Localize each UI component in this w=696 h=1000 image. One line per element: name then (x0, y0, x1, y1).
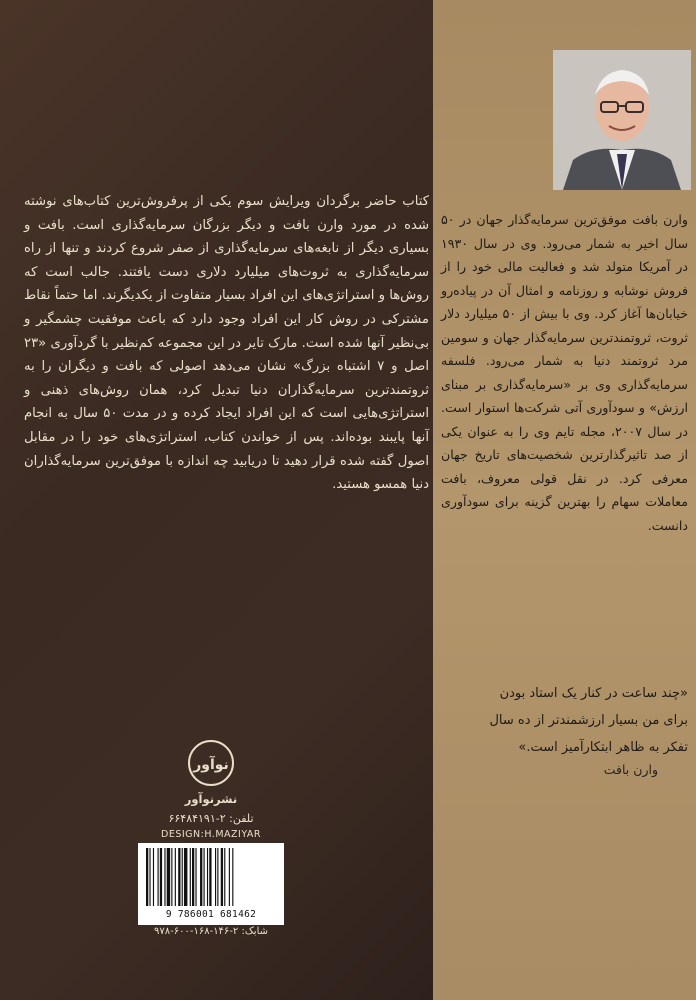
publisher-name: نشرنوآور (184, 792, 238, 806)
barcode-bar (178, 848, 180, 906)
book-description (24, 190, 429, 497)
barcode-bar (146, 848, 148, 906)
barcode-bar (224, 848, 225, 906)
barcode-bar (184, 848, 187, 906)
publisher-logo-text: نوآور (193, 757, 229, 773)
barcode-bar (167, 848, 170, 906)
publisher-logo-icon (186, 738, 236, 788)
quote-line: «چند ساعت در کنار یک استاد بودن (499, 686, 688, 701)
barcode-bar (200, 848, 202, 906)
quote-author: وارن بافت (603, 762, 658, 777)
barcode-bar (232, 848, 233, 906)
barcode-bar (182, 848, 183, 906)
barcode-bar (229, 848, 230, 906)
barcode-bar (175, 848, 176, 906)
publisher-phone: تلفن: ۲-۶۶۴۸۴۱۹۱ (168, 812, 254, 825)
isbn: شابک: ۲-۱۴۶-۱۶۸-۶۰۰-۹۷۸ (153, 926, 269, 937)
barcode-digits: 9 786001 681462 (165, 909, 257, 920)
book-description-paragraph: کتاب حاضر برگردان ویرایش سوم یکی از پرفروش‌ترین کتاب‌های نوشته شده در مورد وارن بافت و دیگر بزرگان سرمایه‌گذاری است. بافت و بسیاری دیگر از نابغه‌های سرمایه‌گذاری از صفر شروع کردند و تنها از راه سرمایه‌گذاری به ثروت‌های میلیارد دلاری دست یافتند. جالب است که روش‌ها و استراتژی‌های این افراد بسیار متفاوت از یکدیگرند. اما حتماً نقاط مشترکی در روش کار این افراد وجود دارد که باعث موفقیت چشمگیر و بی‌نظیر آنها شده است. مارک تایر در این مجموعه کم‌نظیر با گردآوری «۲۳ اصل و ۷ اشتباه بزرگ» نشان می‌دهد اصولی که بافت و دیگران را به ثروتمندترین سرمایه‌گذاران دنیا تبدیل کرد، همان روش‌های ذهنی و استراتژی‌هایی است که این افراد ایجاد کرده و در مدت ۵۰ سال به انجام آنها پایبند بوده‌اند. پس از خواندن کتاب، استراتژی‌های خود را در مقابل اصول گفته شده قرار دهید تا دریابید چه اندازه با موفق‌ترین سرمایه‌گذاران دنیا همسو هستید. (24, 194, 430, 493)
barcode-bar (164, 848, 165, 906)
barcode-bar (171, 848, 172, 906)
barcode-bar (204, 848, 205, 906)
barcode-bar (195, 848, 196, 906)
barcode-bar (149, 848, 150, 906)
barcode-bar (192, 848, 194, 906)
barcode-bar (209, 848, 211, 906)
barcode-bar (215, 848, 216, 906)
barcode-bar (207, 848, 208, 906)
barcode-bar (221, 848, 223, 906)
barcode-bar (153, 848, 154, 906)
barcode-bar (217, 848, 218, 906)
designer-credit: DESIGN:H.MAZIYAR (161, 829, 261, 840)
barcode (138, 843, 284, 925)
author-portrait-image (553, 50, 691, 190)
author-bio-paragraph: وارن بافت موفق‌ترین سرمایه‌گذار جهان در ۵۰ سال اخیر به شمار می‌رود. وی در سال ۱۹۳۰ در آمریکا متولد شد و فعالیت مالی خود را از فروش نوشابه و روزنامه و امثال آن در پیاده‌رو خیابان‌ها آغاز کرد. وی با بیش از ۵۰ میلیارد دلار ثروت، ثروتمندترین سرمایه‌گذار جهان و سومین مرد ثروتمند دنیا به شمار می‌رود. فلسفه سرمایه‌گذاری وی بر «سرمایه‌گذاری بر مبنای ارزش» و سودآوری آتی شرکت‌ها استوار است. در سال ۲۰۰۷، مجله تایم وی را به عنوان یکی از صد تاثیرگذارترین شخصیت‌های تاریخ جهان معرفی کرد. در نقل قولی معروف، بافت معاملات سهام را بهترین گزینه برای سودآوری دانست. (441, 212, 689, 533)
barcode-bar (160, 848, 162, 906)
barcode-bars (144, 848, 278, 908)
quote-line: برای من بسیار ارزشمندتر از ده سال (489, 713, 688, 728)
quote-line: تفکر به ظاهر ابتکارآمیز است.» (518, 740, 688, 755)
author-photo (553, 50, 691, 190)
author-bio (441, 208, 688, 537)
barcode-bar (190, 848, 191, 906)
barcode-bar (158, 848, 159, 906)
author-quote (441, 680, 688, 761)
